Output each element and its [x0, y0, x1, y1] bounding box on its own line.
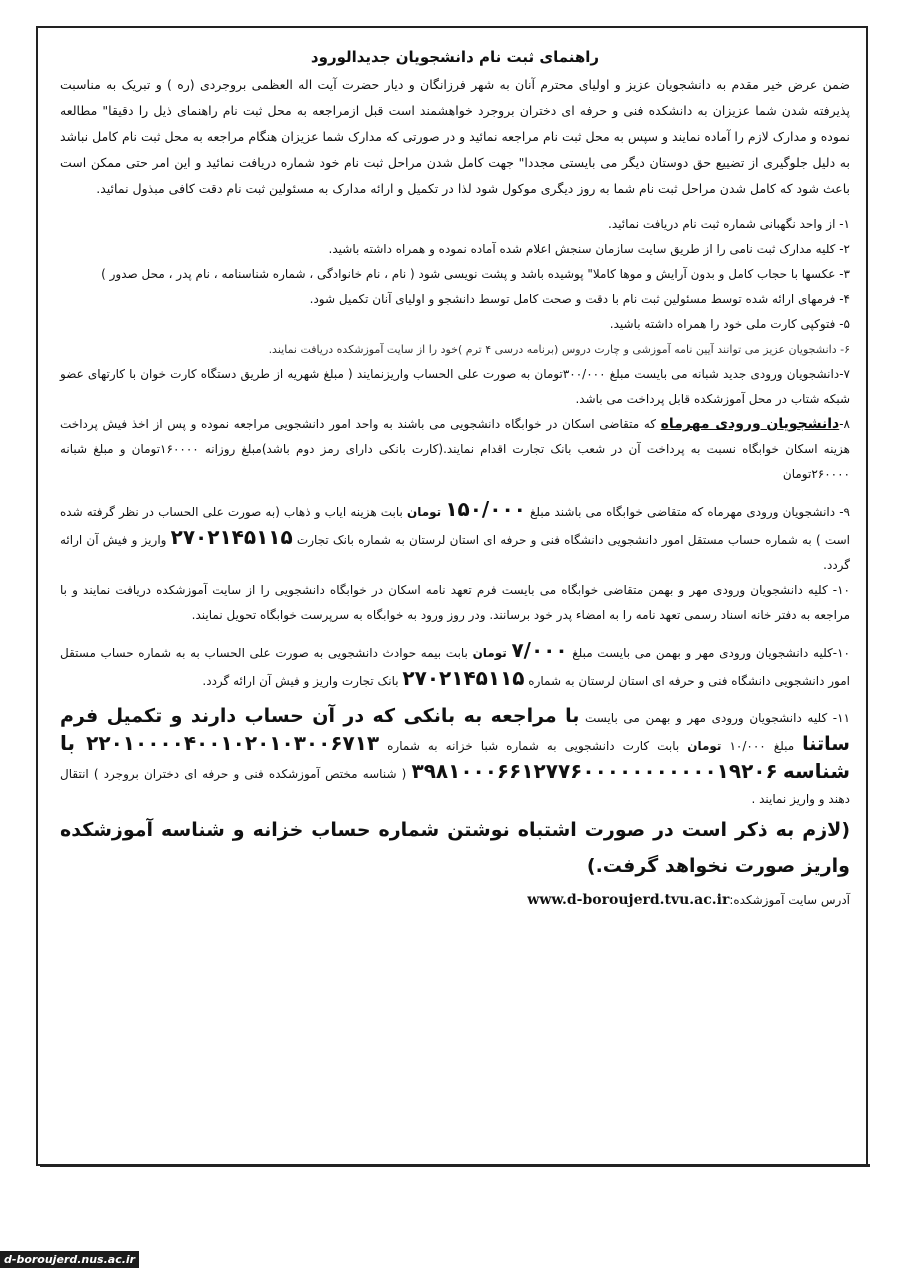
- item-11-shenase-label: شناسه: [782, 759, 850, 783]
- site-url-link[interactable]: www.d-boroujerd.tvu.ac.ir: [527, 892, 730, 908]
- item-10b-text-a: ۱۰-کلیه دانشجویان ورودی مهر و بهمن می بایست مبلغ: [572, 646, 850, 660]
- watermark: d-boroujerd.nus.ac.ir: [0, 1251, 139, 1268]
- item-9-text-b: بابت هزینه ایاب و ذهاب (به صورت علی الحساب در نظر گرفته شده است ) به شماره حساب مستقل امور دانشجویی دانشگاه فنی و حرفه ای استان لرستان به شماره بانک تجارت: [60, 505, 850, 547]
- item-4: ۴- فرمهای ارائه شده توسط مسئولین ثبت نام با دقت و صحت کامل توسط دانشجو و اولیای آنان تکمیل شود.: [309, 292, 850, 306]
- item-10b-text-b: بابت بیمه حوادث دانشجویی به صورت علی الحساب به به شماره حساب مستقل امور دانشجویی دانشگاه فنی و حرفه ای استان لرستان به شماره: [60, 646, 850, 688]
- item-9-account: ۲۷۰۲۱۴۵۱۱۵: [170, 525, 293, 549]
- item-11-with: با: [60, 731, 87, 755]
- item-8-number: ۸-: [839, 417, 850, 431]
- item-10b-unit: تومان: [472, 646, 507, 660]
- item-11-text-c: بابت کارت دانشجویی به شماره شبا خزانه به شماره: [379, 739, 688, 753]
- item-11-text-a: ۱۱- کلیه دانشجویان ورودی مهر و بهمن می بایست: [579, 711, 850, 725]
- item-8-emphasis: دانشجویان ورودی مهرماه: [660, 416, 840, 432]
- registration-guide: [60, 48, 850, 908]
- item-11-unit: تومان: [687, 739, 722, 753]
- site-label: آدرس سایت آموزشکده:: [729, 893, 850, 907]
- item-5: ۵- فتوکپی کارت ملی خود را همراه داشته باشید.: [609, 317, 850, 331]
- item-8: [60, 412, 850, 487]
- item-1: ۱- از واحد نگهبانی شماره ثبت نام دریافت نمائید.: [608, 217, 850, 231]
- document-border-shadow: [40, 1164, 870, 1167]
- item-10b: [60, 638, 850, 694]
- item-11-sheba: ۲۲۰۱۰۰۰۰۴۰۰۱۰۲۰۱۰۳۰۰۶۷۱۳: [86, 731, 380, 755]
- item-8-text: که متقاضی اسکان در خوابگاه دانشجویی می باشند به واحد امور دانشجویی مراجعه نموده و پس از اخذ فیش پرداخت هزینه اسکان خوابگاه نسبت به پرداخت آن در شعب بانک تجارت اقدام نمایند.(کارت بانکی دارای رمز دوم باشد)مبلغ روزانه ۱۶۰۰۰۰تومان و مبلغ شبانه ۲۶۰۰۰۰تومان: [60, 417, 850, 481]
- item-11-text-e: ( شناسه مختص آموزشکده فنی و حرفه ای دختران بروجرد ) انتقال دهند و واریز نمایند .: [60, 767, 850, 806]
- item-2: ۲- کلیه مدارک ثبت نامی را از طریق سایت سازمان سنجش اعلام شده آماده نموده و همراه داشته باشید.: [328, 242, 850, 256]
- item-10a: ۱۰- کلیه دانشجویان ورودی مهر و بهمن متقاضی خوابگاه می بایست فرم تعهد نامه اسکان در خوابگاه دانشجویی را از سایت آموزشکده دریافت نمایند و با مراجعه به دفتر خانه اسناد رسمی تعهد نامه را به امضاء پدر خود برسانند. ودر روز ورود به خوابگاه به سرپرست خوابگاه تحویل نمایند.: [60, 583, 850, 622]
- closing-note: (لازم به ذکر است در صورت اشتباه نوشتن شماره حساب خزانه و شناسه آموزشکده واریز صورت نخواهد گرفت.): [60, 819, 850, 877]
- item-9-text-a: ۹- دانشجویان ورودی مهرماه که متقاضی خوابگاه می باشند مبلغ: [529, 505, 850, 519]
- item-9-text-c: واریز و فیش آن ارائه گردد.: [60, 533, 850, 572]
- item-11-shenase: ۳۹۸۱۰۰۰۶۶۱۲۷۷۶۰۰۰۰۰۰۰۰۰۰۰۱۹۲۰۶: [411, 759, 778, 783]
- site-address: [60, 892, 850, 908]
- item-11: [60, 704, 850, 812]
- item-10b-text-c: بانک تجارت واریز و فیش آن ارائه گردد.: [202, 674, 403, 688]
- page-title: راهنمای ثبت نام دانشجویان جدیدالورود: [310, 48, 600, 66]
- item-6: ۶- دانشجویان عزیز می توانند آیین نامه آموزشی و چارت دروس (برنامه درسی ۴ ترم )خود را از سایت آموزشکده دریافت نمایند.: [268, 343, 850, 356]
- item-9-unit: تومان: [406, 505, 442, 519]
- item-3: ۳- عکسها با حجاب کامل و بدون آرایش و موها کاملا" پوشیده باشد و پشت نویسی شود ( نام ، نام خانوادگی ، شماره شناسنامه ، نام پدر ، محل صدور ): [101, 267, 850, 281]
- item-11-emphasis: با مراجعه به بانکی که در آن حساب دارند و تکمیل فرم ساتنا: [60, 705, 850, 755]
- item-9: [60, 497, 850, 578]
- item-11-text-b: مبلغ ۱۰/۰۰۰: [721, 739, 803, 753]
- item-7: ۷-دانشجویان ورودی جدید شبانه می بایست مبلغ ۳۰۰/۰۰۰تومان به صورت علی الحساب واریزنمایند ( مبلغ شهریه از طریق دستگاه کارت خوان با کارتهای عضو شبکه شتاب در محل آموزشکده قابل پرداخت می باشد.: [60, 367, 850, 406]
- item-10b-account: ۲۷۰۲۱۴۵۱۱۵: [402, 666, 525, 690]
- intro-paragraph: ضمن عرض خیر مقدم به دانشجویان عزیز و اولیای محترم آنان به شهر فرزانگان و دیار حضرت آیت اله العظمی بروجردی (ره ) و تبریک به مناسبت پذیرفته شدن شما عزیزان به دانشکده فنی و حرفه ای دختران بروجرد خواهشمند است قبل ازمراجعه به محل ثبت نام راهنمای ذیل را دقیقا" مطالعه نموده و مدارک لازم را آماده نمایند و سپس به محل ثبت نام مراجعه نمائید و در صورتی که مدارک شما عزیزان هنگام مراجعه به محل ثبت نام کامل نباشد به دلیل جلوگیری از تضییع حق دوستان دیگر می بایستی مجددا" جهت کامل شدن مراحل ثبت نام خود شماره دریافت نمائید و این امر حتی ممکن است باعث شود که کامل شدن مراحل ثبت نام شما به روز دیگری موکول شود لذا در تکمیل و ارائه مدارک به مسئولین ثبت نام دقت کافی مبذول نمائید.: [60, 77, 850, 196]
- item-9-amount: ۱۵۰/۰۰۰: [445, 497, 526, 521]
- item-10b-amount: ۷/۰۰۰: [511, 638, 568, 662]
